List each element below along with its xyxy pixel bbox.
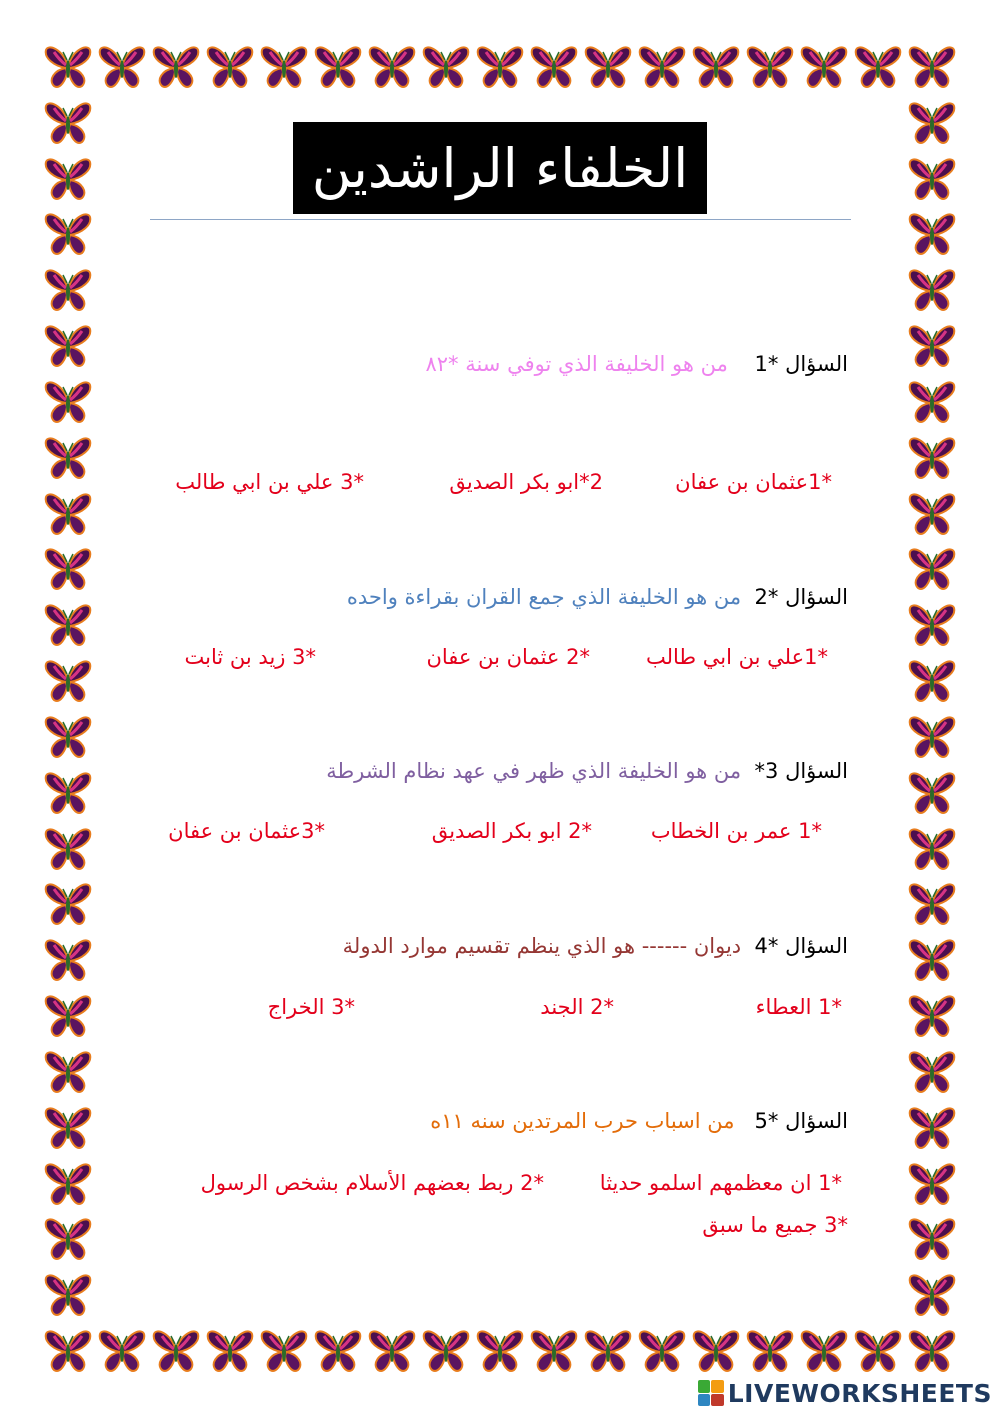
butterfly-icon: [368, 1328, 416, 1374]
butterfly-icon: [908, 1328, 956, 1374]
question-1: [425, 350, 848, 378]
butterfly-icon: [44, 323, 92, 369]
butterfly-icon: [44, 546, 92, 592]
q1-option-3[interactable]: *3 علي بن ابي طالب: [175, 470, 364, 494]
question-4-label: السؤال *4: [754, 934, 848, 958]
butterfly-icon: [44, 658, 92, 704]
question-1-label: السؤال *1: [754, 352, 848, 376]
butterfly-icon: [530, 1328, 578, 1374]
q4-option-1[interactable]: *1 العطاء: [755, 995, 842, 1019]
butterfly-icon: [908, 881, 956, 927]
butterfly-icon: [44, 1216, 92, 1262]
q3-option-1[interactable]: *1 عمر بن الخطاب: [650, 819, 822, 843]
question-5: [430, 1107, 848, 1135]
question-1-text: من هو الخليفة الذي توفي سنة *٨٢: [425, 352, 728, 376]
butterfly-icon: [908, 937, 956, 983]
butterfly-icon: [476, 1328, 524, 1374]
butterfly-icon: [44, 267, 92, 313]
butterfly-icon: [638, 1328, 686, 1374]
question-2: [347, 583, 848, 611]
butterfly-icon: [44, 379, 92, 425]
butterfly-icon: [44, 44, 92, 90]
butterfly-icon: [908, 44, 956, 90]
butterfly-icon: [422, 44, 470, 90]
butterfly-icon: [908, 1049, 956, 1095]
liveworksheets-brand: LIVEWORKSHEETS: [727, 1378, 992, 1408]
butterfly-icon: [908, 211, 956, 257]
butterfly-icon: [584, 44, 632, 90]
butterfly-icon: [260, 1328, 308, 1374]
butterfly-icon: [44, 1272, 92, 1318]
butterfly-icon: [908, 156, 956, 202]
butterfly-icon: [44, 770, 92, 816]
question-2-label: السؤال *2: [754, 585, 848, 609]
liveworksheets-logo: [698, 1378, 992, 1408]
butterfly-icon: [908, 379, 956, 425]
butterfly-icon: [98, 44, 146, 90]
butterfly-icon: [908, 323, 956, 369]
title-underline: [150, 219, 851, 220]
question-5-text: من اسباب حرب المرتدين سنه ١١ه: [430, 1109, 735, 1133]
butterfly-icon: [44, 826, 92, 872]
q1-option-2[interactable]: 2*ابو بكر الصديق: [449, 470, 603, 494]
q5-option-1[interactable]: *1 ان معظمهم اسلمو حديثا: [599, 1171, 842, 1195]
butterfly-icon: [44, 937, 92, 983]
butterfly-icon: [530, 44, 578, 90]
butterfly-icon: [422, 1328, 470, 1374]
q4-option-2[interactable]: *2 الجند: [540, 995, 614, 1019]
q3-option-2[interactable]: *2 ابو بكر الصديق: [431, 819, 592, 843]
butterfly-icon: [908, 491, 956, 537]
q3-option-3[interactable]: *3عثمان بن عفان: [168, 819, 325, 843]
q5-option-3[interactable]: *3 جميع ما سبق: [702, 1213, 848, 1237]
q2-option-1[interactable]: *1علي بن ابي طالب: [645, 645, 828, 669]
question-5-label: السؤال *5: [754, 1109, 848, 1133]
butterfly-icon: [206, 1328, 254, 1374]
butterfly-icon: [44, 1105, 92, 1151]
butterfly-icon: [638, 44, 686, 90]
butterfly-icon: [908, 714, 956, 760]
butterfly-icon: [854, 1328, 902, 1374]
q4-option-3[interactable]: *3 الخراج: [267, 995, 355, 1019]
question-4: [343, 932, 848, 960]
question-3: [326, 757, 848, 785]
butterfly-icon: [44, 435, 92, 481]
q1-option-1[interactable]: *1عثمان بن عفان: [675, 470, 832, 494]
butterfly-icon: [746, 1328, 794, 1374]
butterfly-icon: [44, 1328, 92, 1374]
butterfly-icon: [584, 1328, 632, 1374]
question-3-label: السؤال 3*: [754, 759, 848, 783]
butterfly-icon: [44, 714, 92, 760]
butterfly-icon: [476, 44, 524, 90]
butterfly-icon: [692, 1328, 740, 1374]
butterfly-icon: [908, 546, 956, 592]
page-title: الخلفاء الراشدين: [293, 122, 707, 214]
butterfly-icon: [44, 100, 92, 146]
butterfly-icon: [908, 267, 956, 313]
butterfly-icon: [800, 44, 848, 90]
butterfly-icon: [260, 44, 308, 90]
butterfly-icon: [152, 1328, 200, 1374]
butterfly-icon: [908, 826, 956, 872]
butterfly-icon: [98, 1328, 146, 1374]
butterfly-icon: [908, 1272, 956, 1318]
butterfly-icon: [746, 44, 794, 90]
butterfly-icon: [908, 1216, 956, 1262]
butterfly-icon: [908, 770, 956, 816]
q2-option-3[interactable]: *3 زيد بن ثابت: [184, 645, 316, 669]
butterfly-icon: [44, 602, 92, 648]
question-2-text: من هو الخليفة الذي جمع القران بقراءة واحده: [346, 585, 742, 609]
butterfly-icon: [44, 1161, 92, 1207]
butterfly-icon: [908, 1161, 956, 1207]
butterfly-icon: [800, 1328, 848, 1374]
butterfly-icon: [44, 881, 92, 927]
question-3-text: من هو الخليفة الذي ظهر في عهد نظام الشرطة: [326, 759, 742, 783]
butterfly-icon: [44, 156, 92, 202]
butterfly-icon: [908, 993, 956, 1039]
butterfly-icon: [314, 44, 362, 90]
liveworksheets-badge-icon: [698, 1380, 724, 1406]
butterfly-icon: [908, 100, 956, 146]
butterfly-icon: [44, 491, 92, 537]
butterfly-icon: [44, 993, 92, 1039]
q5-option-2[interactable]: *2 ربط بعضهم الأسلام بشخص الرسول: [200, 1171, 544, 1195]
question-4-text: ديوان ------ هو الذي ينظم تقسيم موارد الدولة: [342, 934, 742, 958]
butterfly-icon: [908, 658, 956, 704]
butterfly-icon: [152, 44, 200, 90]
butterfly-icon: [44, 1049, 92, 1095]
butterfly-icon: [692, 44, 740, 90]
butterfly-icon: [314, 1328, 362, 1374]
butterfly-icon: [908, 1105, 956, 1151]
butterfly-icon: [206, 44, 254, 90]
butterfly-icon: [908, 602, 956, 648]
butterfly-icon: [368, 44, 416, 90]
butterfly-icon: [854, 44, 902, 90]
butterfly-icon: [908, 435, 956, 481]
butterfly-icon: [44, 211, 92, 257]
q2-option-2[interactable]: *2 عثمان بن عفان: [426, 645, 590, 669]
